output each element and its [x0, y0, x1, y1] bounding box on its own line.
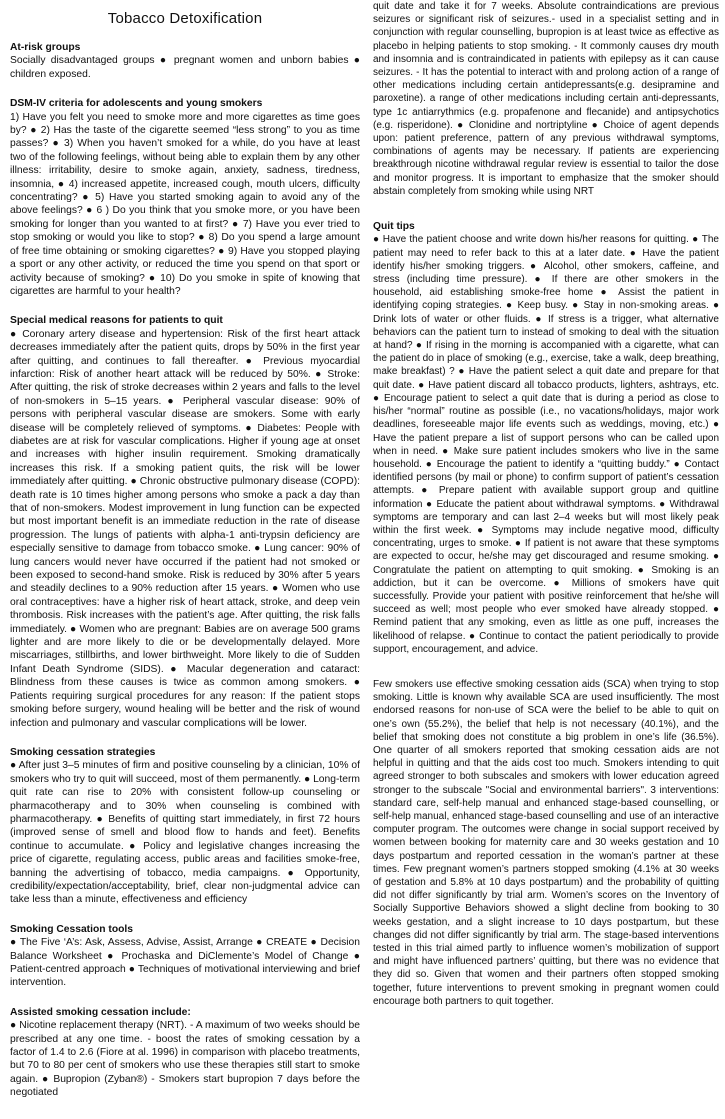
section-heading: Smoking Cessation tools — [10, 923, 134, 935]
section-dsm-criteria — [10, 97, 360, 298]
section-at-risk — [10, 41, 360, 81]
section-heading: Assisted smoking cessation include: — [10, 1006, 191, 1018]
page-title: Tobacco Detoxification — [107, 10, 263, 27]
section-cessation-strategies — [10, 746, 360, 907]
section-assisted-cessation — [10, 1006, 360, 1100]
left-column — [10, 0, 360, 1110]
section-body: Socially disadvantaged groups ● pregnant women and unborn babies ● children exposed. — [10, 55, 360, 80]
section-quit-tips — [373, 220, 719, 656]
section-body: Few smokers use effective smoking cessation aids (SCA) when trying to stop smoking. Little is known why available SCA are used insufficiently. The most endorsed reasons for non-use of SCA were the belief to be able to quit on one’s own (55.2%), the belief that help is not necessary (40.1%), and the belief that smoking does not constitute a big problem in one’s life (36.5%). One quarter of all smokers reported that smoking cessation aids are not helpful in quitting and that the aids cost too much. Smokers intending to quit agreed stronger to both subscales and smokers with lower education agreed stronger to the subscale "Social and environmental barriers". 3 interventions: standard care, self-help manual and enhanced stage-based counselling, or self-help manual, enhanced stage-based counselling and use of an interactive computer program. The outcomes were change in social support received by women between booking for maternity care and 30 weeks gestation and 10 days postpartum and reported cessation in the woman’s partner at these times. Few pregnant women’s partners stopped smoking (4.1% at 30 weeks of gestation and 5.8% at 10 days postpartum) and the probability of quitting did not differ significantly by trial arm. Women’s scores on the Inventory of Socially Supportive Behaviors showed a slight decline from booking to 30 weeks gestation, and a slight increase to 10 days postpartum, but these changes did not differ significantly by trial arm. The stage-based interventions tested in this trial aimed partly to influence women’s mobilization of support and might have influenced partners’ quitting, but there was no evidence that they did so. Given that women and their partners often stopped smoking together, future interventions to prevent smoking in pregnant women could encourage both partners to quit together. — [373, 678, 719, 1007]
spacer — [373, 666, 719, 678]
section-heading: Special medical reasons for patients to quit — [10, 315, 223, 327]
section-special-reasons — [10, 314, 360, 730]
section-heading: DSM-IV criteria for adolescents and young smokers — [10, 98, 263, 110]
section-body: ● The Five ‘A’s: Ask, Assess, Advise, Assist, Arrange ● CREATE ● Decision Balance Worksheet ● Prochaska and DiClemente’s Model of Change ● Patient-centred approach ● Techniques of motivational interviewing and brief intervention. — [10, 937, 360, 989]
section-sca-research — [373, 678, 719, 1008]
section-assisted-continued — [373, 0, 719, 198]
section-heading: Smoking cessation strategies — [10, 746, 156, 758]
section-cessation-tools — [10, 923, 360, 990]
section-heading: At-risk groups — [10, 42, 81, 53]
section-body: ● After just 3–5 minutes of firm and positive counseling by a clinician, 10% of smokers who try to quit will succeed, most of them permanently. ● Long-term quit rate can rise to 20% with consistent follow-up counseling or pharmacotherapy and to 30% when counseling is combined with pharmacotherapy. ● Benefits of quitting start immediately, in first 72 hours (improved sense of smell and blood flow to hands and feet). Benefits continue to accumulate. ● Policy and legislative changes increasing the price of cigarette, regulating access, public areas and facilities smoke-free, banning the advertising of tobacco, media campaigns. ● Opportunity, credibility/expectation/acceptability, brief, clear non-judgmental advice can take less than a minute, effectiveness and efficiency — [10, 760, 360, 906]
section-body: 1) Have you felt you need to smoke more and more cigarettes as time goes by? ● 2) Has the taste of the cigarette seemed “less strong” to you as time passes? ● 3) When you haven’t smoked for a while, do you have at least two of the following feelings, without being able to explain them by any other illness: irritability, desire to smoke again, anxiety, sadness, tiredness, insomnia, ● 4) increased appetite, increased cough, mouth ulcers, difficulty concentrating? ● 5) Have you started smoking again to avoid any of the above feelings? ● 6 ) Do you think that you smoke more, or you have been smoking for longer than you wanted to at first? ● 7) Have you ever tried to stop smoking or would you like to stop? ● 8) Do you spend a large amount of free time obtaining or smoking cigarettes? ● 9) Have you stopped playing a sport or any other activity, or reduced the time you spend on that sport or activity because of smoking? ● 10) Do you smoke in spite of knowing that cigarettes are harmful to your health? — [10, 111, 360, 297]
section-body: ● Nicotine replacement therapy (NRT). - A maximum of two weeks should be prescribed at any one time. - boost the rates of smoking cessation by a factor of 1.4 to 2.6 (Fiore at al. 1996) in comparison with placebo treatments, but 70 to 80 per cent of smokers who use these therapies still start to smoke again. ● Bupropion (Zyban®) - Smokers start bupropion 7 days before the negotiated — [10, 1020, 360, 1099]
section-body: ● Coronary artery disease and hypertension: Risk of the first heart attack decreases immediately after the patient quits, drops by 50% in the first year after quitting, and continues to fall thereafter. ● Previous myocardial infarction: Risk of another heart attack will be reduced by 50%. ● Stroke: After quitting, the risk of stroke decreases within 2 years and falls to the level of non-smokers in 5–15 years. ● Peripheral vascular disease: 90% of persons with peripheral vascular disease are smokers. Some with early disease will be completely relieved of symptoms. ● Diabetes: People with diabetes are at risk for vascular complications. Higher if young age at onset and increases with higher insulin requirement. Smoking dramatically increases this risk. If a smoking patient quits, the risk will be lower immediately after quitting. ● Chronic obstructive pulmonary disease (COPD): death rate is 10 times higher among persons who smoke a pack a day than that of non-smokers. Modest improvement in lung function can be expected but most important benefit is an immediate reduction in the rate of disease progression. The lungs of patients with alpha-1 anti-trypsin deficiency are especially sensitive to damage from tobacco smoke. ● Lung cancer: 90% of lung cancers would never have occurred if the patient had not smoked or been exposed to second-hand smoke. Risk is reduced by 30% after 5 years and steadily declines to a 90% reduction after 15 years. ● Women who use oral contraceptives: have a higher risk of heart attack, stroke, and deep vein thrombosis. Risk increases with the patient’s age. After quitting, the risk falls immediately. ● Women who are pregnant: Babies are on average 500 grams lighter and are more likely to die or be developmentally delayed. More miscarriages, stillbirths, and lower birthweight. More likely to die of Sudden Infant Death Syndrome (SIDS). ● Macular degeneration and cataract: Blindness from these causes is twice as common among smokers. ● Patients requiring surgical procedures for any reason: If the patient stops smoking before surgery, wound healing will be better and the risk of wound infection and pulmonary and vascular complications will be lower. — [10, 328, 360, 729]
right-column — [373, 0, 719, 1018]
section-heading: Quit tips — [373, 221, 415, 233]
section-body: quit date and take it for 7 weeks. Absolute contraindications are previous seizures or significant risk of seizures.- used in a specialist setting and in conjunction with regular counselling, bupropion is at least twice as effective as placebo in helping patients to stop smoking. - It commonly causes dry mouth and insomnia and is contraindicated in patients with epilepsy as it can cause seizures. - It has the potential to interact with and prolong action of a range of other medications including certain antidepressants(e.g. desipramine and paroxetine). a range of other medications including certain anti-depressants, type 1c antiarrythmics (e.g. propafenone and flecanide) and antipsychotics (e.g. risperidone). ● Clonidine and nortriptyline ● Choice of agent depends upon: patient preference, pattern of any previous withdrawal symptoms, combinations of agents may be necessary. If patients are experiencing breakthrough nicotine withdrawal regular review is essential to tailor the dose and monitor progress. It is important to emphasize that the smoker should abstain completely from smoking while using NRT — [373, 1, 719, 197]
spacer — [373, 208, 719, 220]
section-body: ● Have the patient choose and write down his/her reasons for quitting. ● The patient may need to refer back to this at a later date. ● Have the patient identify his/her smoking triggers. ● Alcohol, other smokers, caffeine, and stress (including time pressure). ● If there are other smokers in the household, aid establishing smoke-free home ● Assist the patient in identifying coping strategies. ● Keep busy. ● Stay in non-smoking areas. ● Drink lots of water or other fluids. ● If stress is a trigger, what alternative behaviors can the patient turn to instead of smoking to deal with the situation at hand? ● If rising in the morning is accompanied with a cigarette, what can the patient do in place of smoking (e.g., exercise, take a walk, deep breathing, make breakfast) ? ● Have the patient select a quit date and prepare for that quit date. ● Have patient discard all tobacco products, lighters, ashtrays, etc. ● Encourage patient to select a quit date that is during a period as close to his/her “normal” routine as possible (i.e., no vacations/holidays, major work deadlines, foreseeable major life events such as weddings, moving, etc.) ● Have the patient prepare a list of support persons who can be called upon when in need. ● Make sure patient includes smokers who live in the same household. ● Encourage the patient to identify a “quitting buddy.” ● Contact identified persons (by mail or phone) to confirm support of patient’s cessation attempts. ● Prepare patient with available support group and quitline information ● Educate the patient about withdrawal symptoms. ● Withdrawal symptoms are temporary and can last 2–4 weeks but will most likely peak within the first week. ● Symptoms may include negative mood, difficulty concentrating, urges to smoke. ● If patient is not aware that these symptoms are expected to occur, he/she may get discouraged and resume smoking. ● Congratulate the patient on attempting to quit smoking. ● Smoking is an addiction, but it can be overcome. ● Millions of smokers have quit successfully. Provide your patient with positive reinforcement that he/she will succeed as well; most people who ever smoked have already stopped. ● Remind patient that any smoking, even as little as one puff, increases the likelihood of relapse. ● Continue to contact the patient periodically to provide support, encouragement, and advice. — [373, 234, 719, 655]
